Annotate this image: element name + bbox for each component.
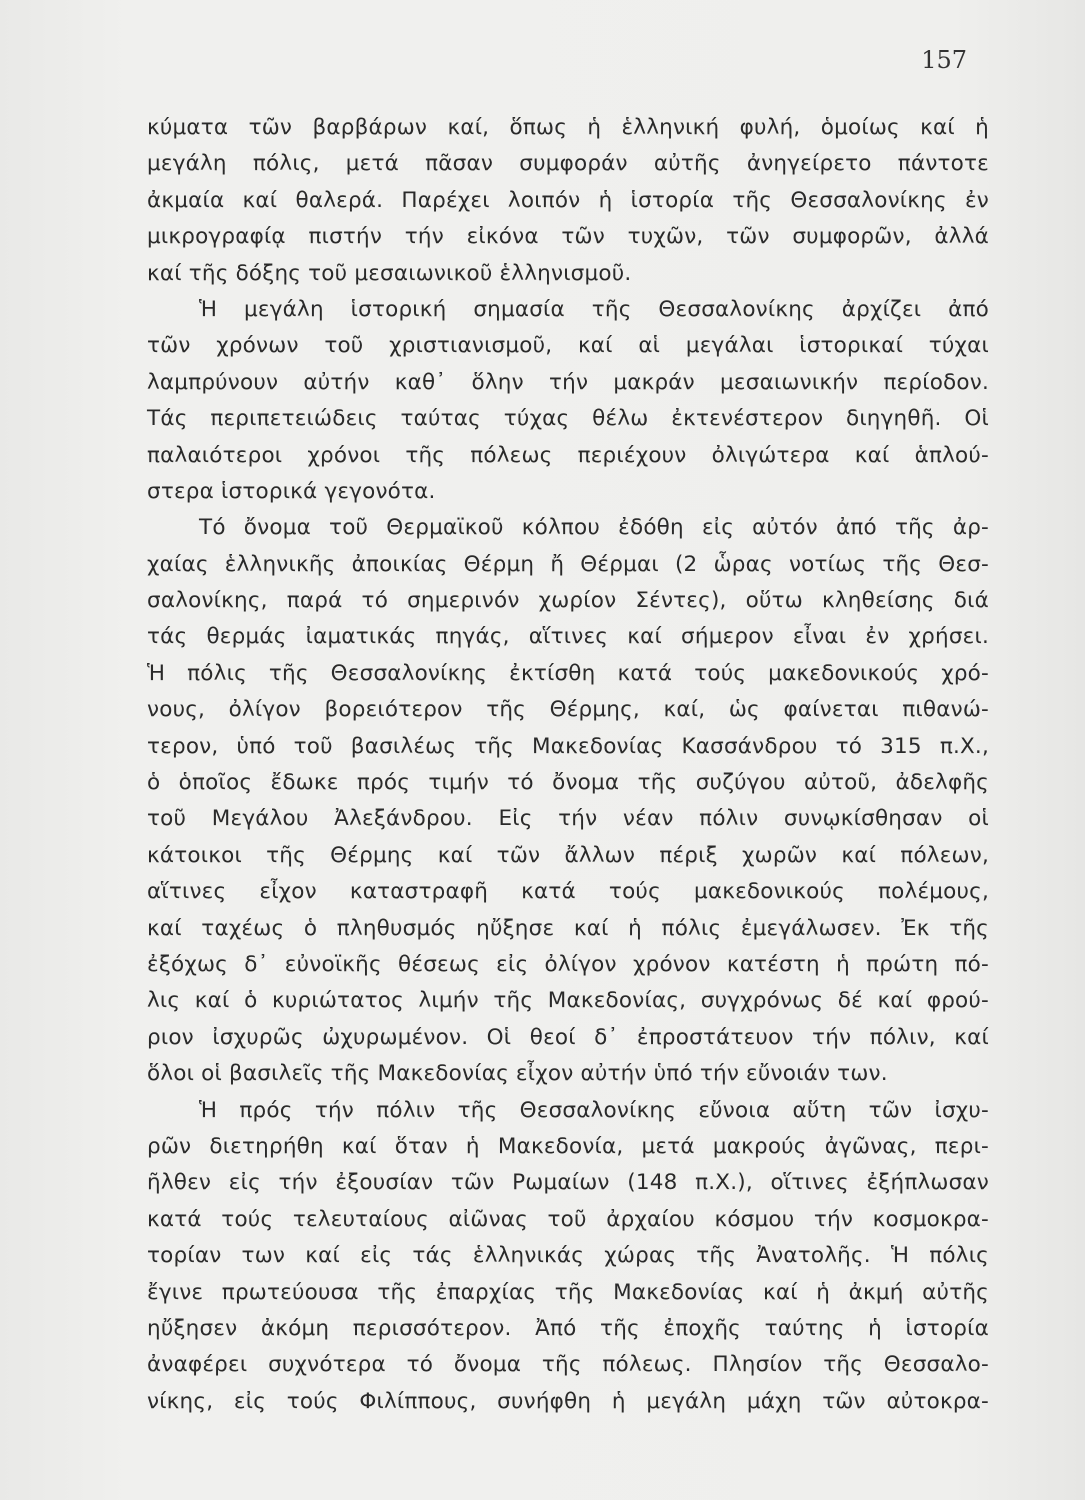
text-line: νίκης, εἰς τούς Φιλίππους, συνήφθη ἡ μεγάλη μάχη τῶν αὐτοκρα- — [147, 1388, 989, 1414]
text-line: Τάς περιπετειώδεις ταύτας τύχας θέλω ἐκτενέστερον διηγηθῆ. Οἱ — [147, 406, 989, 432]
text-line: λις καί ὁ κυριώτατος λιμήν τῆς Μακεδονίας, συγχρόνως δέ καί φρού- — [147, 988, 989, 1014]
text-line: παλαιότεροι χρόνοι τῆς πόλεως περιέχουν ὀλιγώτερα καί ἁπλού- — [147, 442, 989, 468]
text-line: κύματα τῶν βαρβάρων καί, ὅπως ἡ ἑλληνική φυλή, ὁμοίως καί ἡ — [147, 115, 989, 140]
text-line: τῶν χρόνων τοῦ χριστιανισμοῦ, καί αἱ μεγάλαι ἱστορικαί τύχαι — [147, 333, 989, 359]
text-line: τερον, ὑπό τοῦ βασιλέως τῆς Μακεδονίας Κασσάνδρου τό 315 π.Χ., — [147, 733, 989, 759]
text-line: Ἡ πόλις τῆς Θεσσαλονίκης ἐκτίσθη κατά τούς μακεδονικούς χρό- — [147, 660, 989, 686]
text-line: μικρογραφίᾳ πιστήν τήν εἰκόνα τῶν τυχῶν, τῶν συμφορῶν, ἀλλά — [147, 224, 989, 250]
text-line: ἀναφέρει συχνότερα τό ὄνομα τῆς πόλεως. Πλησίον τῆς Θεσσαλο- — [147, 1352, 989, 1378]
page-number: 157 — [921, 46, 967, 74]
text-line: ἐξόχως δ᾽ εὐνοϊκῆς θέσεως εἰς ὀλίγον χρόνον κατέστη ἡ πρώτη πό- — [147, 951, 989, 977]
text-line: στερα ἱστορικά γεγονότα. — [147, 478, 436, 504]
text-line: αἵτινες εἶχον καταστραφῆ κατά τούς μακεδονικούς πολέμους, — [147, 879, 989, 905]
text-line: ὅλοι οἱ βασιλεῖς τῆς Μακεδονίας εἶχον αὐτήν ὑπό τήν εὔνοιάν των. — [147, 1061, 888, 1087]
text-line: σαλονίκης, παρά τό σημερινόν χωρίον Σέντες), οὕτω κληθείσης διά — [147, 588, 989, 614]
body-text — [147, 110, 989, 1420]
text-line: κατά τούς τελευταίους αἰῶνας τοῦ ἀρχαίου κόσμου τήν κοσμοκρα- — [147, 1206, 989, 1232]
text-line: λαμπρύνουν αὐτήν καθ᾽ ὅλην τήν μακράν μεσαιωνικήν περίοδον. — [147, 369, 989, 395]
text-line: Τό ὄνομα τοῦ Θερμαϊκοῦ κόλπου ἐδόθη εἰς αὐτόν ἀπό τῆς ἀρ- — [199, 515, 989, 541]
text-line: ρῶν διετηρήθη καί ὅταν ἡ Μακεδονία, μετά μακρούς ἀγῶνας, περι- — [147, 1133, 989, 1159]
text-line: χαίας ἑλληνικῆς ἀποικίας Θέρμη ἤ Θέρμαι (2 ὧρας νοτίως τῆς Θεσ- — [147, 551, 989, 577]
text-line: ἔγινε πρωτεύουσα τῆς ἐπαρχίας τῆς Μακεδονίας καί ἡ ἀκμή αὐτῆς — [147, 1279, 989, 1305]
text-line: μεγάλη πόλις, μετά πᾶσαν συμφοράν αὐτῆς ἀνηγείρετο πάντοτε — [147, 151, 989, 177]
text-line: ῆλθεν εἰς τήν ἐξουσίαν τῶν Ρωμαίων (148 π.Χ.), οἵτινες ἐξήπλωσαν — [147, 1170, 989, 1196]
text-line: νους, ὀλίγον βορειότερον τῆς Θέρμης, καί, ὡς φαίνεται πιθανώ- — [147, 697, 989, 723]
text-line: καί τῆς δόξης τοῦ μεσαιωνικοῦ ἑλληνισμοῦ. — [147, 260, 632, 286]
text-line: κάτοικοι τῆς Θέρμης καί τῶν ἄλλων πέριξ χωρῶν καί πόλεων, — [147, 842, 989, 868]
text-line: Ἡ πρός τήν πόλιν τῆς Θεσσαλονίκης εὔνοια αὕτη τῶν ἰσχυ- — [199, 1097, 989, 1123]
text-line: τοῦ Μεγάλου Ἀλεξάνδρου. Εἰς τήν νέαν πόλιν συνῳκίσθησαν οἱ — [147, 806, 989, 832]
text-line: ηὔξησεν ἀκόμη περισσότερον. Ἀπό τῆς ἐποχῆς ταύτης ἡ ἱστορία — [147, 1315, 989, 1341]
text-line: τάς θερμάς ἰαματικάς πηγάς, αἵτινες καί σήμερον εἶναι ἐν χρήσει. — [147, 624, 989, 650]
text-line: ὁ ὁποῖος ἔδωκε πρός τιμήν τό ὄνομα τῆς συζύγου αὐτοῦ, ἀδελφῆς — [147, 770, 989, 796]
text-line: τορίαν των καί εἰς τάς ἑλληνικάς χώρας τῆς Ἀνατολῆς. Ἡ πόλις — [147, 1243, 989, 1269]
text-line: ἀκμαία καί θαλερά. Παρέχει λοιπόν ἡ ἱστορία τῆς Θεσσαλονίκης ἐν — [147, 187, 989, 213]
text-line: Ἡ μεγάλη ἱστορική σημασία τῆς Θεσσαλονίκης ἀρχίζει ἀπό — [199, 296, 989, 322]
text-line: ριον ἰσχυρῶς ὠχυρωμένον. Οἱ θεοί δ᾽ ἐπροστάτευον τήν πόλιν, καί — [147, 1024, 989, 1050]
text-line: καί ταχέως ὁ πληθυσμός ηὔξησε καί ἡ πόλις ἐμεγάλωσεν. Ἐκ τῆς — [147, 915, 989, 941]
